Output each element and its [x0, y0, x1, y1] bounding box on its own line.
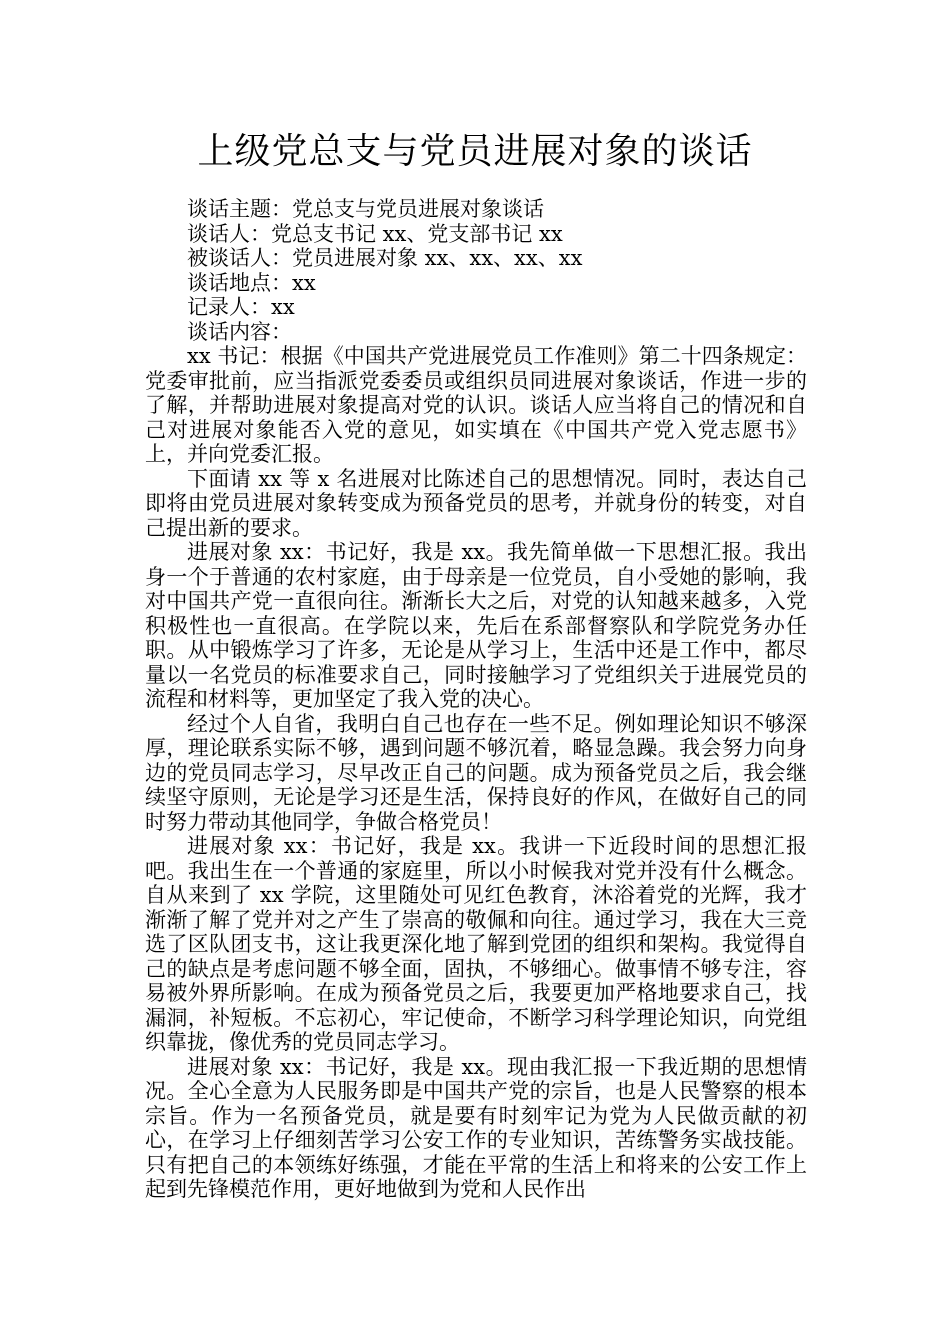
paragraph-candidate-2: 进展对象 xx：书记好，我是 xx。我讲一下近段时间的思想汇报吧。我出生在一个普通的家庭里，所以小时候我对党并没有什么概念。自从来到了 xx 学院，这里随处可见红色教育，沐浴着党的光辉，我才渐渐了解了党并对之产生了崇高的敬佩和向往。通过学习，我在大三竞选了区队团支书，这让我更深化地了解到党团的组织和架构。我觉得自己的缺点是考虑问题不够全面，固执，不够细心。做事情不够专注，容易被外界所影响。在成为预备党员之后，我要更加严格地要求自己，找漏洞，补短板。不忘初心，牢记使命，不断学习科学理论知识，向党组织靠拢，像优秀的党员同志学习。 — [145, 834, 807, 1054]
meta-speaker: 谈话人：党总支书记 xx、党支部书记 xx — [187, 221, 563, 246]
meta-content-label: 谈话内容： — [187, 319, 292, 344]
meta-topic: 谈话主题：党总支与党员进展对象谈话 — [187, 197, 544, 221]
paragraph-instruction: 下面请 xx 等 x 名进展对比陈述自己的思想情况。同时，表达自己即将由党员进展对象转变成为预备党员的思考，并就身份的转变，对自己提出新的要求。 — [145, 466, 807, 540]
meta-location: 谈话地点：xx — [187, 270, 316, 295]
meta-recorder: 记录人：xx — [187, 295, 295, 319]
document-body — [145, 197, 807, 1202]
paragraph-candidate-3: 进展对象 xx：书记好，我是 xx。现由我汇报一下我近期的思想情况。全心全意为人民服务即是中国共产党的宗旨，也是人民警察的根本宗旨。作为一名预备党员，就是要有时刻牢记为党为人民做贡献的初心，在学习上仔细刻苦学习公安工作的专业知识，苦练警务实战技能。只有把自己的本领练好练强，才能在平常的生活上和将来的公安工作上起到先锋模范作用，更好地做到为党和人民作出 — [145, 1054, 807, 1201]
paragraph-candidate-1: 进展对象 xx：书记好，我是 xx。我先简单做一下思想汇报。我出身一个于普通的农村家庭，由于母亲是一位党员，自小受她的影响，我对中国共产党一直很向往。渐渐长大之后，对党的认知越来越多，入党积极性也一直很高。在学院以来，先后在系部督察队和学院党务办任职。从中锻炼学习了许多，无论是从学习上，生活中还是工作中，都尽量以一名党员的标准要求自己，同时接触学习了党组织关于进展党员的流程和材料等，更加坚定了我入党的决心。 — [145, 540, 807, 711]
meta-interviewee: 被谈话人：党员进展对象 xx、xx、xx、xx — [187, 246, 583, 270]
document-title: 上级党总支与党员进展对象的谈话 — [197, 131, 753, 172]
paragraph-self-reflection: 经过个人自省，我明白自己也存在一些不足。例如理论知识不够深厚，理论联系实际不够，遇到问题不够沉着，略显急躁。我会努力向身边的党员同志学习，尽早改正自己的问题。成为预备党员之后，我会继续坚守原则，无论是学习还是生活，保持良好的作风，在做好自己的同时努力带动其他同学，争做合格党员！ — [145, 711, 807, 834]
paragraph-secretary-intro: xx 书记：根据《中国共产党进展党员工作准则》第二十四条规定： 党委审批前，应当指派党委委员或组织员同进展对象谈话，作进一步的了解，并帮助进展对象提高对党的认识。谈话人应当将自己的情况和自己对进展对象能否入党的意见，如实填在《中国共产党入党志愿书》上，并向党委汇报。 — [145, 344, 807, 466]
